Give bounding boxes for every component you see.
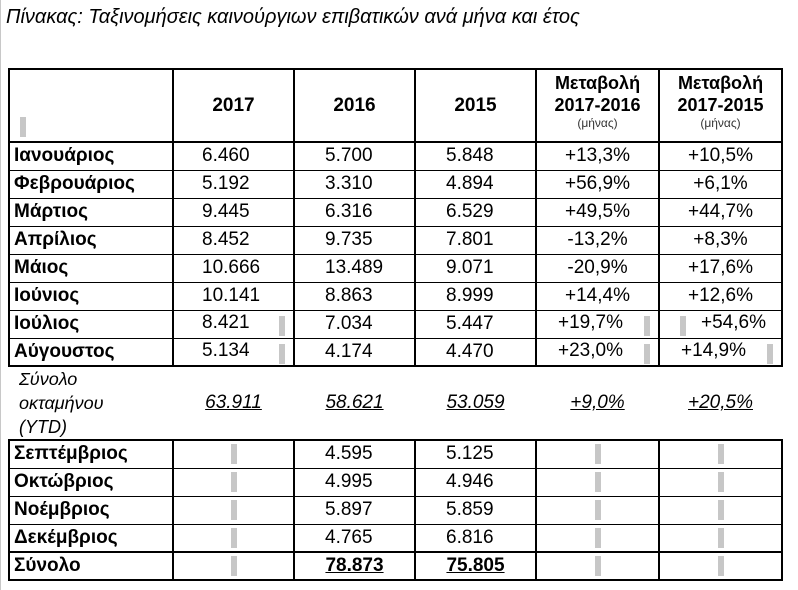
header-2017: 2017: [173, 69, 294, 142]
header-2016: 2016: [294, 69, 415, 142]
value-text: +19,7%: [558, 312, 623, 333]
total-change-2-empty: [659, 552, 782, 580]
table-row: [9, 142, 782, 170]
value-text: 9.445: [202, 201, 250, 222]
value-text: +12,6%: [688, 285, 753, 306]
value-2015: 6.529: [415, 198, 536, 226]
total-row: [9, 552, 782, 580]
cell-marker: [718, 500, 724, 520]
change-2017-2015: [659, 170, 782, 198]
ytd-label-line: Σύνολο: [19, 369, 78, 389]
value-2016: 6.316: [294, 198, 415, 226]
value-2015: 5.859: [415, 496, 536, 524]
value-2015: 7.801: [415, 226, 536, 254]
value-2017: [173, 170, 294, 198]
cell-marker: [644, 344, 650, 364]
table-row: [9, 282, 782, 310]
change-2017-2015-empty: [659, 524, 782, 552]
cell-marker: [279, 344, 285, 364]
value-text: 8.452: [202, 229, 250, 250]
value-2015: 4.946: [415, 468, 536, 496]
change-2017-2015: [659, 142, 782, 170]
total-label: Σύνολο: [9, 552, 173, 580]
change-2017-2015: [659, 310, 782, 338]
value-text: -13,2%: [567, 229, 628, 250]
table-row: [9, 254, 782, 282]
month-name: Νοέμβριος: [9, 496, 173, 524]
table-row: [9, 496, 782, 524]
total-2015: 75.805: [415, 552, 536, 580]
table-row: [9, 440, 782, 468]
value-text: 10.666: [202, 257, 261, 278]
table-row: [9, 226, 782, 254]
ytd-change-2017-2016: +9,0%: [536, 366, 659, 440]
value-2017: [173, 142, 294, 170]
table-row: [9, 310, 782, 338]
change-2017-2015-empty: [659, 496, 782, 524]
value-2016: 13.489: [294, 254, 415, 282]
change-2017-2016-empty: [536, 468, 659, 496]
change-2017-2016: [536, 310, 659, 338]
value-text: 8.421: [202, 312, 250, 333]
change-sub: (μήνας): [577, 116, 618, 130]
value-2015: 8.999: [415, 282, 536, 310]
ytd-2017: 63.911: [173, 366, 294, 440]
month-name: Μάιος: [9, 254, 173, 282]
header-2015: 2015: [415, 69, 536, 142]
change-2017-2015-empty: [659, 468, 782, 496]
value-text: 5.192: [202, 173, 250, 194]
value-2015: 9.071: [415, 254, 536, 282]
table-row: [9, 170, 782, 198]
value-2017: [173, 338, 294, 366]
left-edge-rule: [0, 0, 1, 590]
table-row: [9, 468, 782, 496]
month-name: Αύγουστος: [9, 338, 173, 366]
table-row: [9, 524, 782, 552]
value-text: 10.141: [202, 285, 261, 306]
ytd-2016: 58.621: [294, 366, 415, 440]
cell-marker: [595, 528, 601, 548]
change-2017-2015: [659, 226, 782, 254]
value-2017: [173, 198, 294, 226]
month-name: Φεβρουάριος: [9, 170, 173, 198]
cell-marker: [595, 500, 601, 520]
value-text: +10,5%: [688, 145, 753, 167]
value-text: +6,1%: [693, 173, 748, 194]
change-2017-2016: [536, 282, 659, 310]
value-2015: 4.470: [415, 338, 536, 366]
value-2016: 5.897: [294, 496, 415, 524]
value-2017: [173, 310, 294, 338]
cell-marker: [231, 444, 237, 464]
month-name: Μάρτιος: [9, 198, 173, 226]
change-label: Μεταβολή 2017-2016: [554, 73, 641, 115]
cell-marker: [279, 316, 285, 336]
value-text: -20,9%: [567, 257, 628, 278]
page-title: Πίνακας: Ταξινομήσεις καινούργιων επιβατικών ανά μήνα και έτος: [6, 6, 580, 28]
value-2016: 7.034: [294, 310, 415, 338]
change-2017-2015: [659, 254, 782, 282]
table-row: [9, 338, 782, 366]
cell-marker: [231, 528, 237, 548]
value-2017: [173, 282, 294, 310]
header-change-2017-2015: [659, 69, 782, 142]
value-text: +14,4%: [565, 285, 630, 306]
change-2017-2016-empty: [536, 440, 659, 468]
cell-marker: [718, 528, 724, 548]
value-2017-empty: [173, 496, 294, 524]
ytd-row: [9, 366, 782, 440]
ytd-label: [9, 366, 173, 440]
month-name: Ιούνιος: [9, 282, 173, 310]
ytd-2015: 53.059: [415, 366, 536, 440]
change-2017-2016: [536, 170, 659, 198]
cell-marker: [595, 472, 601, 492]
header-corner: [9, 69, 173, 142]
value-2017: [173, 254, 294, 282]
value-2016: 8.863: [294, 282, 415, 310]
value-2016: 5.700: [294, 142, 415, 170]
month-name: Σεπτέμβριος: [9, 440, 173, 468]
value-text: +44,7%: [688, 201, 753, 222]
change-label: Μεταβολή 2017-2015: [677, 73, 764, 115]
header-row: [9, 69, 782, 142]
cell-marker: [595, 556, 601, 576]
change-2017-2016: [536, 338, 659, 366]
change-2017-2016: [536, 142, 659, 170]
change-2017-2015: [659, 338, 782, 366]
month-name: Δεκέμβριος: [9, 524, 173, 552]
total-change-1-empty: [536, 552, 659, 580]
cell-marker: [595, 444, 601, 464]
value-2015: 5.447: [415, 310, 536, 338]
header-change-2017-2016: [536, 69, 659, 142]
value-2017-empty: [173, 440, 294, 468]
cell-marker: [644, 316, 650, 336]
ytd-label-line: (YTD): [19, 417, 67, 437]
value-text: 5.134: [202, 339, 250, 361]
value-2015: 5.125: [415, 440, 536, 468]
value-2017: [173, 226, 294, 254]
value-2016: 3.310: [294, 170, 415, 198]
value-text: 6.460: [202, 145, 250, 167]
value-2015: 5.848: [415, 142, 536, 170]
value-text: +23,0%: [558, 339, 623, 361]
change-2017-2016: [536, 254, 659, 282]
value-text: +8,3%: [693, 229, 748, 250]
cell-marker: [718, 444, 724, 464]
total-2017-empty: [173, 552, 294, 580]
value-text: +14,9%: [681, 339, 746, 361]
cell-marker: [231, 500, 237, 520]
table-row: [9, 198, 782, 226]
cell-marker: [231, 556, 237, 576]
cell-marker: [20, 117, 26, 137]
month-name: Ιανουάριος: [9, 142, 173, 170]
change-2017-2016-empty: [536, 524, 659, 552]
value-text: +13,3%: [565, 145, 630, 167]
month-name: Ιούλιος: [9, 310, 173, 338]
value-text: +54,6%: [701, 312, 766, 333]
cell-marker: [680, 316, 686, 336]
value-text: +56,9%: [565, 173, 630, 194]
change-2017-2015: [659, 282, 782, 310]
value-2016: 4.595: [294, 440, 415, 468]
value-text: +17,6%: [688, 257, 753, 278]
change-2017-2016: [536, 198, 659, 226]
cell-marker: [767, 344, 773, 364]
value-text: +49,5%: [565, 201, 630, 222]
ytd-label-line: οκταμήνου: [19, 393, 104, 413]
change-2017-2015: [659, 198, 782, 226]
value-2017-empty: [173, 524, 294, 552]
month-name: Απρίλιος: [9, 226, 173, 254]
cell-marker: [718, 472, 724, 492]
change-2017-2015-empty: [659, 440, 782, 468]
value-2016: 4.174: [294, 338, 415, 366]
value-2017-empty: [173, 468, 294, 496]
ytd-change-2017-2015: +20,5%: [659, 366, 782, 440]
value-2016: 9.735: [294, 226, 415, 254]
registrations-table: [8, 68, 783, 581]
cell-marker: [231, 472, 237, 492]
value-2015: 4.894: [415, 170, 536, 198]
value-2016: 4.995: [294, 468, 415, 496]
change-2017-2016: [536, 226, 659, 254]
cell-marker: [718, 556, 724, 576]
month-name: Οκτώβριος: [9, 468, 173, 496]
value-2015: 6.816: [415, 524, 536, 552]
value-2016: 4.765: [294, 524, 415, 552]
change-2017-2016-empty: [536, 496, 659, 524]
total-2016: 78.873: [294, 552, 415, 580]
change-sub: (μήνας): [700, 116, 741, 130]
